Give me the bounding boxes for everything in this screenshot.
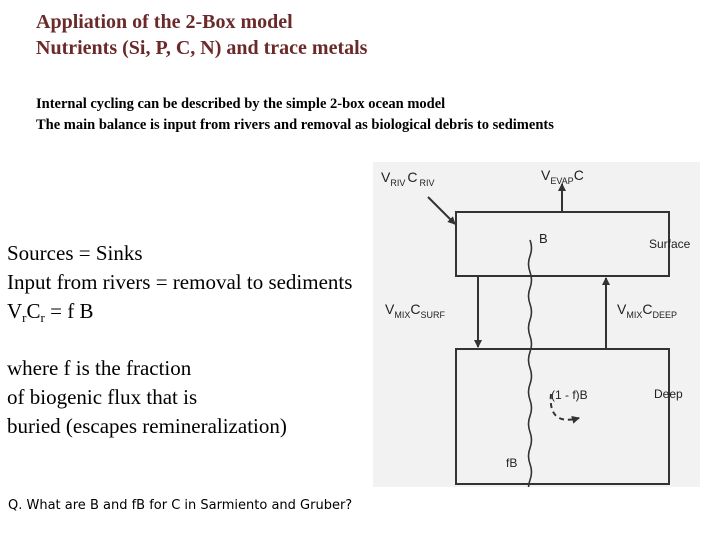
surface-label: Surface — [649, 237, 691, 251]
title-line-1: Appliation of the 2-Box model — [36, 11, 293, 33]
river-flux-label: $V_{RIV}$ C $_{RIV}$ — [381, 169, 435, 188]
mass-balance-text — [7, 239, 352, 332]
remineralization-label: (1 - f)B — [551, 388, 588, 402]
deep-label: Deep — [654, 387, 683, 401]
intro-line-2: The main balance is input from rivers and removal as biological debris to sediments — [36, 117, 554, 133]
title-line-2: Nutrients (Si, P, C, N) and trace metals — [36, 37, 368, 59]
fraction-explanation — [7, 354, 287, 441]
burial-flux-label: fB — [506, 456, 518, 470]
two-box-diagram — [373, 162, 700, 487]
evaporation-flux-label: $V_{EVAP}C$ — [541, 167, 584, 186]
mix-surf-flux-label: $V_{MIX}C_{SURF}$ — [385, 301, 445, 320]
intro-text — [36, 94, 554, 136]
slide-title — [36, 9, 367, 61]
mix-deep-flux-label: $V_{MIX}C_{DEEP}$ — [617, 301, 677, 320]
fraction-line-3: buried (escapes remineralization) — [7, 414, 287, 438]
intro-line-1: Internal cycling can be described by the simple 2-box ocean model — [36, 96, 446, 112]
fraction-line-2: of biogenic flux that is — [7, 385, 198, 409]
fraction-line-1: where f is the fraction — [7, 356, 192, 380]
scan-background — [373, 162, 700, 487]
balance-line-1: Sources = Sinks — [7, 241, 143, 265]
question-text: Q. What are B and fB for C in Sarmiento and Gruber? — [8, 498, 353, 513]
biological-flux-label: B — [539, 231, 548, 246]
balance-equation: $V_rC_r = f$ B — [7, 299, 94, 325]
balance-line-2: Input from rivers = removal to sediments — [7, 270, 353, 294]
